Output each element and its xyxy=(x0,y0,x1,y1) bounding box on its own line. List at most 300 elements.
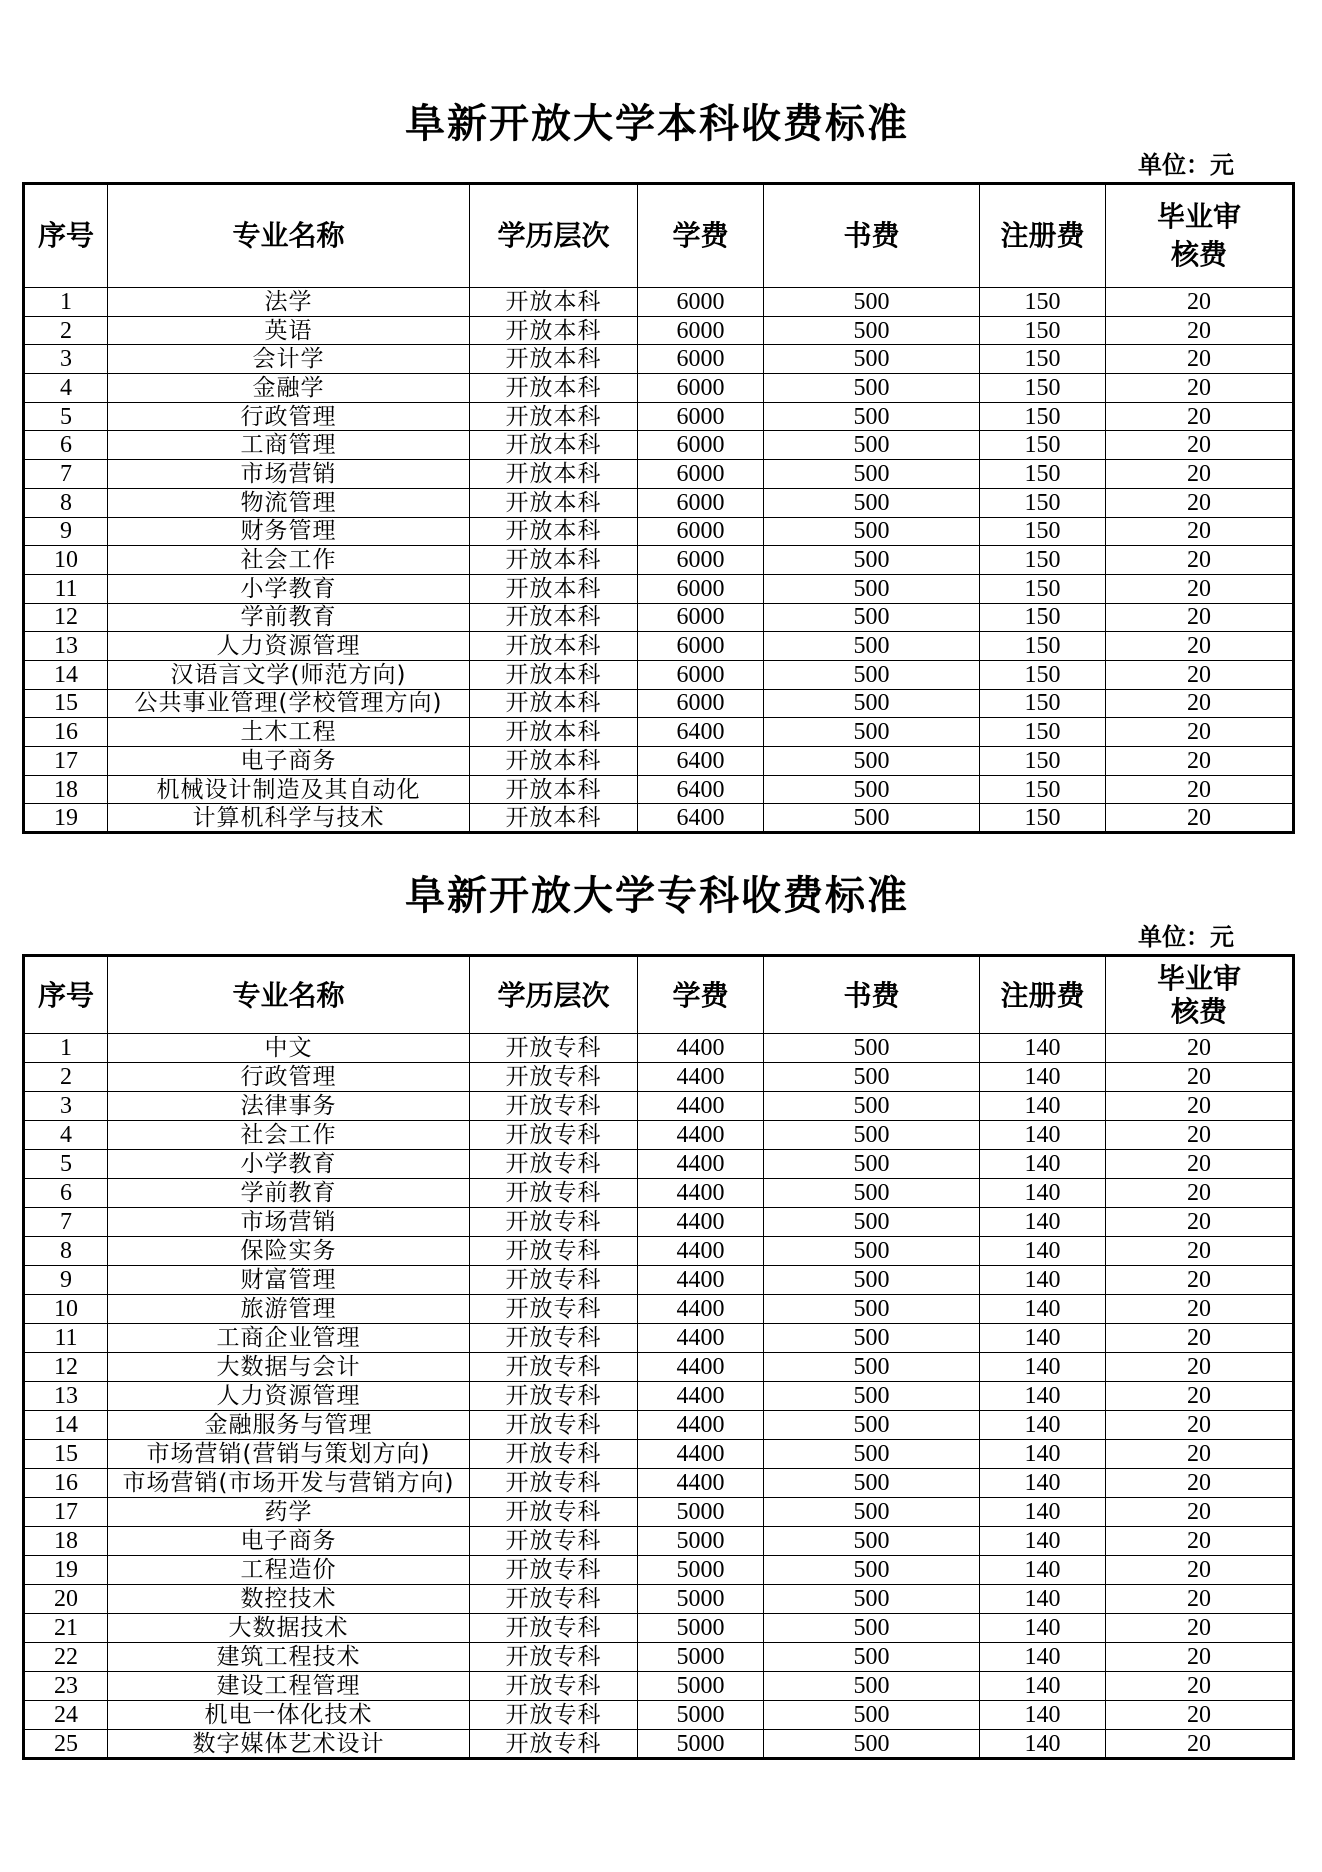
table-row xyxy=(24,460,1294,489)
cell-book-fee: 500 xyxy=(764,1150,980,1179)
cell-index: 8 xyxy=(24,1237,108,1266)
cell-tuition: 4400 xyxy=(638,1295,764,1324)
cell-registration-fee: 140 xyxy=(980,1411,1106,1440)
cell-major-name: 金融服务与管理 xyxy=(108,1411,470,1440)
table-row xyxy=(24,1150,1294,1179)
cell-index: 13 xyxy=(24,632,108,661)
cell-book-fee: 500 xyxy=(764,632,980,661)
cell-tuition: 6400 xyxy=(638,747,764,776)
cell-tuition: 6000 xyxy=(638,603,764,632)
cell-level: 开放本科 xyxy=(470,288,638,317)
header-major-name: 专业名称 xyxy=(108,956,470,1034)
table-row xyxy=(24,1469,1294,1498)
cell-book-fee: 500 xyxy=(764,1614,980,1643)
cell-tuition: 6400 xyxy=(638,775,764,804)
cell-major-name: 学前教育 xyxy=(108,1179,470,1208)
cell-registration-fee: 150 xyxy=(980,460,1106,489)
cell-major-name: 建设工程管理 xyxy=(108,1672,470,1701)
cell-registration-fee: 150 xyxy=(980,517,1106,546)
cell-registration-fee: 140 xyxy=(980,1498,1106,1527)
cell-book-fee: 500 xyxy=(764,574,980,603)
cell-registration-fee: 150 xyxy=(980,603,1106,632)
cell-level: 开放专科 xyxy=(470,1382,638,1411)
cell-graduation-review-fee: 20 xyxy=(1106,546,1294,575)
cell-major-name: 电子商务 xyxy=(108,1527,470,1556)
cell-registration-fee: 150 xyxy=(980,632,1106,661)
cell-level: 开放专科 xyxy=(470,1701,638,1730)
table-row xyxy=(24,1643,1294,1672)
cell-level: 开放本科 xyxy=(470,632,638,661)
cell-level: 开放本科 xyxy=(470,660,638,689)
table-row xyxy=(24,1353,1294,1382)
cell-tuition: 6000 xyxy=(638,402,764,431)
table-row xyxy=(24,1701,1294,1730)
cell-level: 开放专科 xyxy=(470,1614,638,1643)
table-row xyxy=(24,1121,1294,1150)
cell-major-name: 会计学 xyxy=(108,345,470,374)
cell-level: 开放专科 xyxy=(470,1527,638,1556)
header-level: 学历层次 xyxy=(470,956,638,1034)
cell-index: 4 xyxy=(24,1121,108,1150)
cell-tuition: 6000 xyxy=(638,546,764,575)
cell-level: 开放专科 xyxy=(470,1469,638,1498)
cell-index: 9 xyxy=(24,1266,108,1295)
cell-graduation-review-fee: 20 xyxy=(1106,1150,1294,1179)
cell-index: 6 xyxy=(24,431,108,460)
cell-registration-fee: 150 xyxy=(980,689,1106,718)
cell-level: 开放本科 xyxy=(470,374,638,403)
cell-index: 4 xyxy=(24,374,108,403)
cell-index: 5 xyxy=(24,1150,108,1179)
cell-index: 2 xyxy=(24,316,108,345)
cell-major-name: 财富管理 xyxy=(108,1266,470,1295)
cell-book-fee: 500 xyxy=(764,1092,980,1121)
table-row xyxy=(24,517,1294,546)
cell-level: 开放本科 xyxy=(470,345,638,374)
table-row xyxy=(24,1295,1294,1324)
cell-registration-fee: 140 xyxy=(980,1527,1106,1556)
table-header-row xyxy=(24,184,1294,288)
cell-book-fee: 500 xyxy=(764,431,980,460)
cell-level: 开放专科 xyxy=(470,1092,638,1121)
cell-graduation-review-fee: 20 xyxy=(1106,1295,1294,1324)
cell-graduation-review-fee: 20 xyxy=(1106,345,1294,374)
header-graduation-review-fee: 毕业审核费 xyxy=(1106,956,1294,1034)
cell-registration-fee: 140 xyxy=(980,1237,1106,1266)
cell-index: 20 xyxy=(24,1585,108,1614)
cell-graduation-review-fee: 20 xyxy=(1106,488,1294,517)
cell-tuition: 5000 xyxy=(638,1672,764,1701)
cell-book-fee: 500 xyxy=(764,316,980,345)
cell-index: 7 xyxy=(24,1208,108,1237)
cell-index: 12 xyxy=(24,603,108,632)
cell-major-name: 工商企业管理 xyxy=(108,1324,470,1353)
cell-registration-fee: 140 xyxy=(980,1556,1106,1585)
cell-major-name: 人力资源管理 xyxy=(108,1382,470,1411)
cell-registration-fee: 140 xyxy=(980,1440,1106,1469)
table-row xyxy=(24,1266,1294,1295)
header-level: 学历层次 xyxy=(470,184,638,288)
cell-level: 开放专科 xyxy=(470,1063,638,1092)
table-row xyxy=(24,546,1294,575)
cell-book-fee: 500 xyxy=(764,402,980,431)
cell-registration-fee: 140 xyxy=(980,1266,1106,1295)
cell-registration-fee: 140 xyxy=(980,1034,1106,1063)
cell-major-name: 计算机科学与技术 xyxy=(108,804,470,833)
cell-level: 开放专科 xyxy=(470,1556,638,1585)
table-row xyxy=(24,1498,1294,1527)
cell-graduation-review-fee: 20 xyxy=(1106,1469,1294,1498)
cell-graduation-review-fee: 20 xyxy=(1106,660,1294,689)
table-row xyxy=(24,488,1294,517)
cell-graduation-review-fee: 20 xyxy=(1106,1585,1294,1614)
cell-major-name: 行政管理 xyxy=(108,402,470,431)
cell-registration-fee: 140 xyxy=(980,1469,1106,1498)
cell-level: 开放本科 xyxy=(470,689,638,718)
header-major-name: 专业名称 xyxy=(108,184,470,288)
table-row xyxy=(24,1063,1294,1092)
cell-index: 15 xyxy=(24,689,108,718)
cell-index: 22 xyxy=(24,1643,108,1672)
undergraduate-title: 阜新开放大学本科收费标准 xyxy=(405,100,909,147)
cell-book-fee: 500 xyxy=(764,1295,980,1324)
table-row xyxy=(24,1237,1294,1266)
cell-graduation-review-fee: 20 xyxy=(1106,431,1294,460)
cell-graduation-review-fee: 20 xyxy=(1106,1672,1294,1701)
cell-index: 5 xyxy=(24,402,108,431)
cell-level: 开放本科 xyxy=(470,517,638,546)
header-tuition: 学费 xyxy=(638,184,764,288)
table-row xyxy=(24,1324,1294,1353)
cell-book-fee: 500 xyxy=(764,1643,980,1672)
table-row xyxy=(24,431,1294,460)
cell-level: 开放专科 xyxy=(470,1266,638,1295)
cell-index: 2 xyxy=(24,1063,108,1092)
cell-book-fee: 500 xyxy=(764,1469,980,1498)
cell-registration-fee: 140 xyxy=(980,1585,1106,1614)
table-row xyxy=(24,1382,1294,1411)
cell-major-name: 数控技术 xyxy=(108,1585,470,1614)
cell-tuition: 6000 xyxy=(638,574,764,603)
header-registration-fee: 注册费 xyxy=(980,956,1106,1034)
cell-major-name: 法学 xyxy=(108,288,470,317)
cell-graduation-review-fee: 20 xyxy=(1106,1614,1294,1643)
cell-registration-fee: 140 xyxy=(980,1382,1106,1411)
cell-registration-fee: 140 xyxy=(980,1121,1106,1150)
undergraduate-unit-label: 单位：元 xyxy=(1138,150,1234,179)
cell-major-name: 学前教育 xyxy=(108,603,470,632)
cell-tuition: 4400 xyxy=(638,1440,764,1469)
cell-level: 开放本科 xyxy=(470,546,638,575)
cell-graduation-review-fee: 20 xyxy=(1106,747,1294,776)
cell-index: 14 xyxy=(24,660,108,689)
cell-registration-fee: 140 xyxy=(980,1730,1106,1759)
cell-tuition: 5000 xyxy=(638,1730,764,1759)
cell-index: 19 xyxy=(24,1556,108,1585)
cell-index: 16 xyxy=(24,718,108,747)
cell-major-name: 药学 xyxy=(108,1498,470,1527)
cell-graduation-review-fee: 20 xyxy=(1106,804,1294,833)
cell-graduation-review-fee: 20 xyxy=(1106,632,1294,661)
cell-tuition: 5000 xyxy=(638,1701,764,1730)
vocational-fee-section xyxy=(22,872,1292,1760)
cell-book-fee: 500 xyxy=(764,1266,980,1295)
undergraduate-fee-section xyxy=(22,100,1292,834)
cell-book-fee: 500 xyxy=(764,660,980,689)
cell-index: 15 xyxy=(24,1440,108,1469)
cell-level: 开放本科 xyxy=(470,460,638,489)
cell-major-name: 人力资源管理 xyxy=(108,632,470,661)
cell-tuition: 6000 xyxy=(638,431,764,460)
cell-registration-fee: 150 xyxy=(980,402,1106,431)
cell-level: 开放专科 xyxy=(470,1353,638,1382)
cell-book-fee: 500 xyxy=(764,1730,980,1759)
cell-graduation-review-fee: 20 xyxy=(1106,1353,1294,1382)
cell-tuition: 4400 xyxy=(638,1179,764,1208)
cell-level: 开放本科 xyxy=(470,718,638,747)
undergraduate-fee-table xyxy=(22,182,1295,834)
table-row xyxy=(24,1730,1294,1759)
cell-tuition: 4400 xyxy=(638,1266,764,1295)
cell-level: 开放本科 xyxy=(470,804,638,833)
header-graduation-review-fee: 毕业审核费 xyxy=(1106,184,1294,288)
cell-book-fee: 500 xyxy=(764,747,980,776)
header-registration-fee: 注册费 xyxy=(980,184,1106,288)
cell-book-fee: 500 xyxy=(764,1208,980,1237)
cell-level: 开放专科 xyxy=(470,1730,638,1759)
cell-index: 7 xyxy=(24,460,108,489)
cell-major-name: 保险实务 xyxy=(108,1237,470,1266)
table-row xyxy=(24,718,1294,747)
header-index: 序号 xyxy=(24,956,108,1034)
cell-graduation-review-fee: 20 xyxy=(1106,1121,1294,1150)
cell-tuition: 4400 xyxy=(638,1324,764,1353)
cell-index: 11 xyxy=(24,574,108,603)
cell-graduation-review-fee: 20 xyxy=(1106,1063,1294,1092)
cell-major-name: 公共事业管理(学校管理方向) xyxy=(108,689,470,718)
cell-major-name: 大数据与会计 xyxy=(108,1353,470,1382)
cell-tuition: 4400 xyxy=(638,1208,764,1237)
cell-level: 开放专科 xyxy=(470,1295,638,1324)
table-row xyxy=(24,603,1294,632)
cell-major-name: 行政管理 xyxy=(108,1063,470,1092)
cell-level: 开放本科 xyxy=(470,488,638,517)
table-row xyxy=(24,1034,1294,1063)
cell-tuition: 6000 xyxy=(638,488,764,517)
cell-index: 18 xyxy=(24,1527,108,1556)
cell-level: 开放本科 xyxy=(470,775,638,804)
cell-major-name: 工商管理 xyxy=(108,431,470,460)
cell-registration-fee: 150 xyxy=(980,546,1106,575)
cell-index: 10 xyxy=(24,1295,108,1324)
header-book-fee: 书费 xyxy=(764,184,980,288)
cell-book-fee: 500 xyxy=(764,1556,980,1585)
cell-tuition: 5000 xyxy=(638,1643,764,1672)
cell-level: 开放本科 xyxy=(470,747,638,776)
cell-level: 开放专科 xyxy=(470,1208,638,1237)
cell-level: 开放专科 xyxy=(470,1150,638,1179)
cell-book-fee: 500 xyxy=(764,1324,980,1353)
table-row xyxy=(24,1411,1294,1440)
cell-registration-fee: 150 xyxy=(980,316,1106,345)
cell-registration-fee: 140 xyxy=(980,1643,1106,1672)
cell-registration-fee: 140 xyxy=(980,1701,1106,1730)
cell-major-name: 数字媒体艺术设计 xyxy=(108,1730,470,1759)
cell-registration-fee: 140 xyxy=(980,1063,1106,1092)
table-row xyxy=(24,632,1294,661)
cell-level: 开放专科 xyxy=(470,1411,638,1440)
table-row xyxy=(24,747,1294,776)
vocational-unit-label: 单位：元 xyxy=(1138,922,1234,951)
cell-book-fee: 500 xyxy=(764,345,980,374)
cell-registration-fee: 140 xyxy=(980,1150,1106,1179)
cell-graduation-review-fee: 20 xyxy=(1106,1498,1294,1527)
cell-major-name: 社会工作 xyxy=(108,546,470,575)
cell-book-fee: 500 xyxy=(764,1179,980,1208)
cell-book-fee: 500 xyxy=(764,1498,980,1527)
cell-index: 9 xyxy=(24,517,108,546)
cell-tuition: 6000 xyxy=(638,345,764,374)
cell-graduation-review-fee: 20 xyxy=(1106,1179,1294,1208)
cell-graduation-review-fee: 20 xyxy=(1106,1556,1294,1585)
cell-tuition: 6400 xyxy=(638,718,764,747)
cell-tuition: 5000 xyxy=(638,1556,764,1585)
cell-book-fee: 500 xyxy=(764,689,980,718)
table-row xyxy=(24,1556,1294,1585)
cell-registration-fee: 150 xyxy=(980,574,1106,603)
cell-level: 开放专科 xyxy=(470,1672,638,1701)
cell-tuition: 4400 xyxy=(638,1150,764,1179)
cell-book-fee: 500 xyxy=(764,1585,980,1614)
cell-graduation-review-fee: 20 xyxy=(1106,1701,1294,1730)
cell-index: 18 xyxy=(24,775,108,804)
cell-registration-fee: 140 xyxy=(980,1092,1106,1121)
cell-major-name: 工程造价 xyxy=(108,1556,470,1585)
cell-index: 1 xyxy=(24,1034,108,1063)
cell-major-name: 社会工作 xyxy=(108,1121,470,1150)
cell-book-fee: 500 xyxy=(764,460,980,489)
cell-tuition: 6000 xyxy=(638,632,764,661)
cell-book-fee: 500 xyxy=(764,374,980,403)
cell-index: 17 xyxy=(24,747,108,776)
table-row xyxy=(24,1527,1294,1556)
cell-major-name: 市场营销(市场开发与营销方向) xyxy=(108,1469,470,1498)
cell-tuition: 5000 xyxy=(638,1614,764,1643)
cell-registration-fee: 150 xyxy=(980,775,1106,804)
cell-book-fee: 500 xyxy=(764,1440,980,1469)
cell-major-name: 市场营销 xyxy=(108,460,470,489)
cell-tuition: 5000 xyxy=(638,1527,764,1556)
cell-index: 24 xyxy=(24,1701,108,1730)
cell-major-name: 市场营销(营销与策划方向) xyxy=(108,1440,470,1469)
cell-book-fee: 500 xyxy=(764,488,980,517)
cell-graduation-review-fee: 20 xyxy=(1106,402,1294,431)
cell-major-name: 中文 xyxy=(108,1034,470,1063)
cell-registration-fee: 150 xyxy=(980,747,1106,776)
cell-major-name: 电子商务 xyxy=(108,747,470,776)
cell-index: 14 xyxy=(24,1411,108,1440)
cell-major-name: 英语 xyxy=(108,316,470,345)
table-row xyxy=(24,345,1294,374)
cell-tuition: 4400 xyxy=(638,1237,764,1266)
cell-level: 开放本科 xyxy=(470,431,638,460)
cell-tuition: 4400 xyxy=(638,1411,764,1440)
cell-graduation-review-fee: 20 xyxy=(1106,1034,1294,1063)
cell-index: 13 xyxy=(24,1382,108,1411)
cell-major-name: 建筑工程技术 xyxy=(108,1643,470,1672)
cell-graduation-review-fee: 20 xyxy=(1106,517,1294,546)
table-row xyxy=(24,1208,1294,1237)
cell-book-fee: 500 xyxy=(764,1121,980,1150)
table-row xyxy=(24,374,1294,403)
cell-major-name: 市场营销 xyxy=(108,1208,470,1237)
cell-level: 开放专科 xyxy=(470,1034,638,1063)
cell-tuition: 6400 xyxy=(638,804,764,833)
cell-registration-fee: 140 xyxy=(980,1324,1106,1353)
cell-graduation-review-fee: 20 xyxy=(1106,1208,1294,1237)
cell-tuition: 4400 xyxy=(638,1034,764,1063)
cell-tuition: 4400 xyxy=(638,1382,764,1411)
cell-major-name: 土木工程 xyxy=(108,718,470,747)
cell-book-fee: 500 xyxy=(764,1034,980,1063)
cell-graduation-review-fee: 20 xyxy=(1106,316,1294,345)
cell-registration-fee: 150 xyxy=(980,374,1106,403)
vocational-fee-table xyxy=(22,954,1295,1760)
cell-graduation-review-fee: 20 xyxy=(1106,1730,1294,1759)
cell-major-name: 物流管理 xyxy=(108,488,470,517)
cell-index: 19 xyxy=(24,804,108,833)
cell-tuition: 6000 xyxy=(638,316,764,345)
table-row xyxy=(24,775,1294,804)
cell-book-fee: 500 xyxy=(764,517,980,546)
table-row xyxy=(24,1614,1294,1643)
cell-level: 开放专科 xyxy=(470,1324,638,1353)
cell-index: 10 xyxy=(24,546,108,575)
cell-graduation-review-fee: 20 xyxy=(1106,1440,1294,1469)
cell-index: 21 xyxy=(24,1614,108,1643)
cell-graduation-review-fee: 20 xyxy=(1106,374,1294,403)
cell-tuition: 6000 xyxy=(638,689,764,718)
table-row xyxy=(24,574,1294,603)
cell-registration-fee: 150 xyxy=(980,660,1106,689)
cell-index: 11 xyxy=(24,1324,108,1353)
cell-tuition: 4400 xyxy=(638,1353,764,1382)
cell-level: 开放专科 xyxy=(470,1121,638,1150)
cell-book-fee: 500 xyxy=(764,1353,980,1382)
cell-level: 开放专科 xyxy=(470,1585,638,1614)
table-row xyxy=(24,689,1294,718)
table-row xyxy=(24,402,1294,431)
table-row xyxy=(24,316,1294,345)
cell-book-fee: 500 xyxy=(764,288,980,317)
cell-graduation-review-fee: 20 xyxy=(1106,1092,1294,1121)
cell-tuition: 6000 xyxy=(638,288,764,317)
cell-major-name: 大数据技术 xyxy=(108,1614,470,1643)
cell-registration-fee: 150 xyxy=(980,488,1106,517)
cell-graduation-review-fee: 20 xyxy=(1106,1643,1294,1672)
table-row xyxy=(24,1672,1294,1701)
table-row xyxy=(24,660,1294,689)
cell-tuition: 4400 xyxy=(638,1063,764,1092)
cell-registration-fee: 140 xyxy=(980,1353,1106,1382)
cell-index: 16 xyxy=(24,1469,108,1498)
vocational-title: 阜新开放大学专科收费标准 xyxy=(405,872,909,919)
cell-tuition: 4400 xyxy=(638,1092,764,1121)
cell-book-fee: 500 xyxy=(764,1382,980,1411)
cell-book-fee: 500 xyxy=(764,1237,980,1266)
cell-level: 开放本科 xyxy=(470,603,638,632)
cell-level: 开放专科 xyxy=(470,1179,638,1208)
